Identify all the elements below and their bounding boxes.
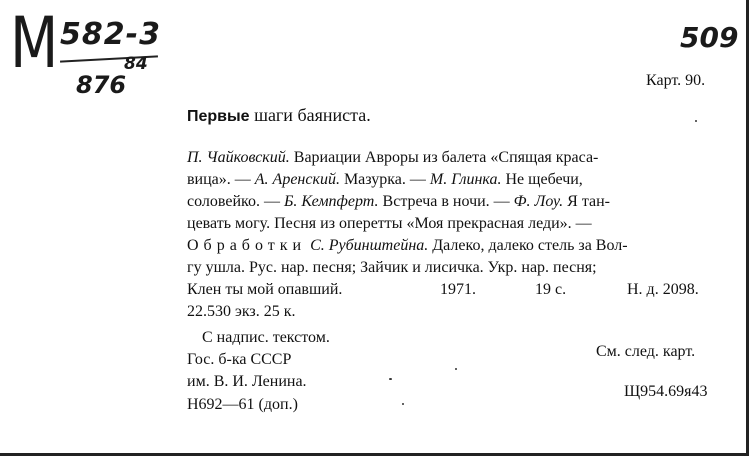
publisher-number: Н. д. 2098. bbox=[627, 281, 699, 298]
handwritten-sub-number: 876 bbox=[76, 71, 127, 99]
body-line-6 bbox=[187, 260, 597, 276]
body-line-4 bbox=[187, 216, 592, 232]
card-number: Карт. 90. bbox=[646, 72, 706, 89]
body-line-7 bbox=[187, 282, 342, 298]
body-line-2 bbox=[187, 172, 583, 188]
classification-code: Щ954.69я43 bbox=[624, 383, 708, 400]
body-text: Я тан- bbox=[567, 193, 611, 210]
dust-speck bbox=[455, 368, 457, 370]
body-text: Вариации Авроры из балета «Спящая краса- bbox=[293, 149, 599, 166]
body-text-spaced: Обработки bbox=[187, 237, 307, 254]
author-name: Ф. Лоу. bbox=[513, 193, 564, 210]
with-text-note: С надпис. текстом. bbox=[202, 329, 330, 346]
order-code: Н692—61 (доп.) bbox=[187, 396, 298, 413]
body-text: цевать могу. Песня из оперетты «Моя прекрасная леди». — bbox=[187, 215, 592, 232]
handwritten-shelf-number: 582-3 bbox=[60, 17, 161, 52]
body-text: Мазурка. — bbox=[343, 171, 430, 188]
body-line-5 bbox=[187, 238, 628, 254]
body-text: вица». — bbox=[187, 171, 255, 188]
body-text: соловейко. — bbox=[187, 193, 284, 210]
body-text: Не щебечи, bbox=[505, 171, 583, 188]
author-name: С. Рубинштейна. bbox=[310, 237, 429, 254]
author-name: А. Аренский. bbox=[254, 171, 340, 188]
handwritten-sub-superscript: 84 bbox=[124, 54, 148, 74]
handwritten-shelf-letter: M bbox=[10, 2, 59, 84]
dust-speck bbox=[402, 403, 404, 405]
library-line-2: им. В. И. Ленина. bbox=[187, 373, 307, 390]
body-text: Клен ты мой опавший. bbox=[187, 281, 343, 298]
body-line-8 bbox=[187, 304, 296, 320]
body-text: Далеко, далеко стель за Вол- bbox=[432, 237, 628, 254]
library-line-1: Гос. б-ка СССР bbox=[187, 351, 292, 368]
see-next-card: См. след. карт. bbox=[596, 343, 696, 360]
dust-speck bbox=[695, 120, 697, 122]
book-title-bold: Первые bbox=[187, 108, 250, 125]
book-title-rest: шаги баяниста. bbox=[254, 105, 371, 125]
publication-year: 1971. bbox=[440, 281, 476, 298]
body-line-1 bbox=[187, 150, 598, 166]
handwritten-corner-number: 509 bbox=[680, 21, 739, 54]
body-text: гу ушла. Рус. нар. песня; Зайчик и лисичка. Укр. нар. песня; bbox=[187, 259, 597, 276]
author-name: П. Чайковский. bbox=[187, 149, 290, 166]
print-run-price: 22.530 экз. 25 к. bbox=[187, 303, 296, 320]
page-count: 19 с. bbox=[535, 281, 567, 298]
dust-speck bbox=[389, 378, 392, 380]
author-name: Б. Кемпферт. bbox=[283, 193, 379, 210]
body-line-3 bbox=[187, 194, 610, 210]
book-title bbox=[187, 106, 371, 125]
author-name: М. Глинка. bbox=[429, 171, 502, 188]
body-text: Встреча в ночи. — bbox=[382, 193, 514, 210]
